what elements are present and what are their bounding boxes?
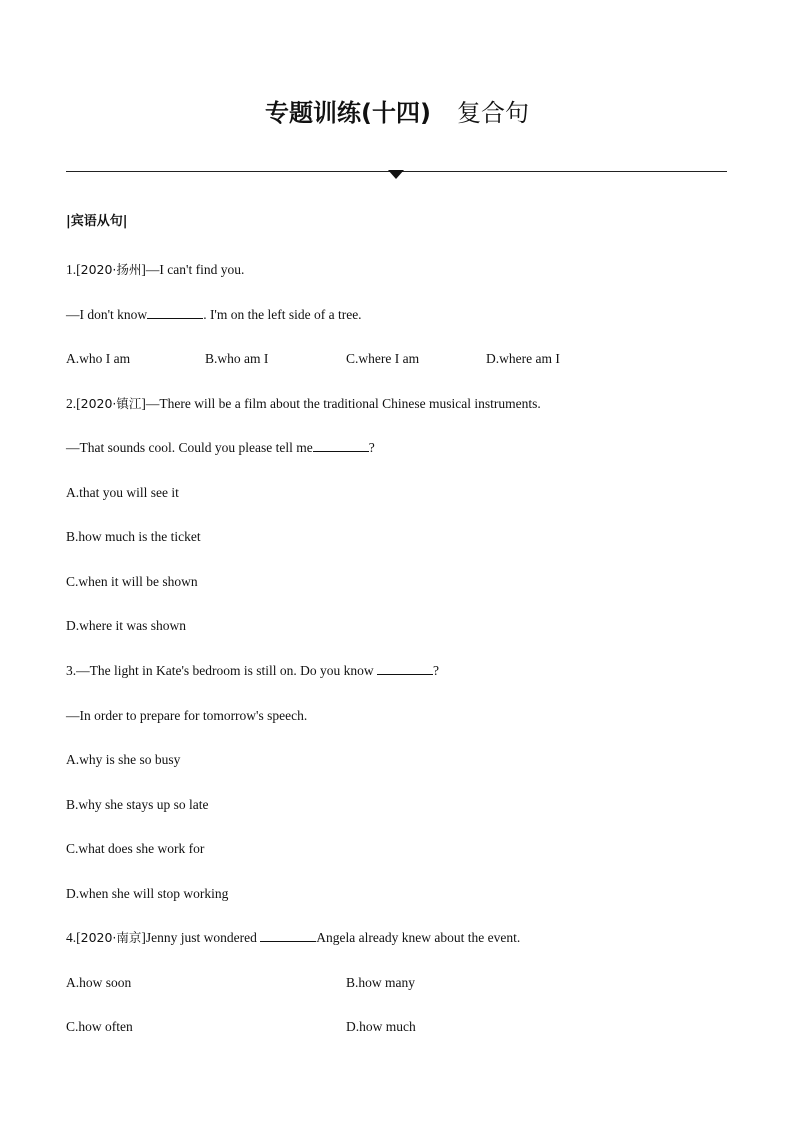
question-4-option-d: D.how much xyxy=(346,1019,416,1034)
question-2-source: 2020·镇江 xyxy=(80,396,142,411)
question-2-dialog: —That sounds cool. Could you please tell me ? xyxy=(66,440,375,455)
question-3-option-b: B.why she stays up so late xyxy=(66,797,209,812)
question-2-option-a: A.that you will see it xyxy=(66,485,179,500)
question-3-option-d: D.when she will stop working xyxy=(66,886,229,901)
question-1-stem: 1.[2020·扬州]—I can't find you. xyxy=(66,262,245,277)
question-1-source: 2020·扬州 xyxy=(80,262,142,277)
question-4-source: 2020·南京 xyxy=(80,930,142,945)
answer-blank xyxy=(147,306,203,319)
question-4-option-a: A.how soon xyxy=(66,975,132,990)
question-1-dialog: —I don't know . I'm on the left side of a tree. xyxy=(66,307,362,322)
question-3-option-a: A.why is she so busy xyxy=(66,752,181,767)
question-1-option-b: B.who am I xyxy=(205,351,269,366)
section-label: |宾语从句| xyxy=(66,214,128,229)
answer-blank xyxy=(260,929,316,942)
title-sub: 复合句 xyxy=(456,99,529,127)
question-1-option-d: D.where am I xyxy=(486,351,560,366)
question-2-option-b: B.how much is the ticket xyxy=(66,529,201,544)
page-title xyxy=(0,96,794,130)
question-1-option-c: C.where I am xyxy=(346,351,420,366)
question-4-stem: 4.[2020·南京]Jenny just wondered Angela already knew about the event. xyxy=(66,930,521,945)
answer-blank xyxy=(313,439,369,452)
question-2-option-d: D.where it was shown xyxy=(66,618,186,633)
question-4-option-b: B.how many xyxy=(346,975,415,990)
title-main: 专题训练(十四) xyxy=(265,99,431,127)
question-3-option-c: C.what does she work for xyxy=(66,841,205,856)
question-3-dialog: —In order to prepare for tomorrow's speech. xyxy=(66,708,308,723)
question-3-stem: 3.—The light in Kate's bedroom is still on. Do you know ? xyxy=(66,663,440,678)
question-1-option-a: A.who I am xyxy=(66,351,131,366)
divider-triangle-icon xyxy=(388,170,404,179)
answer-blank xyxy=(377,662,433,675)
question-2-option-c: C.when it will be shown xyxy=(66,574,198,589)
question-2-stem: 2.[2020·镇江]—There will be a film about the traditional Chinese musical instruments. xyxy=(66,396,541,411)
question-4-option-c: C.how often xyxy=(66,1019,133,1034)
